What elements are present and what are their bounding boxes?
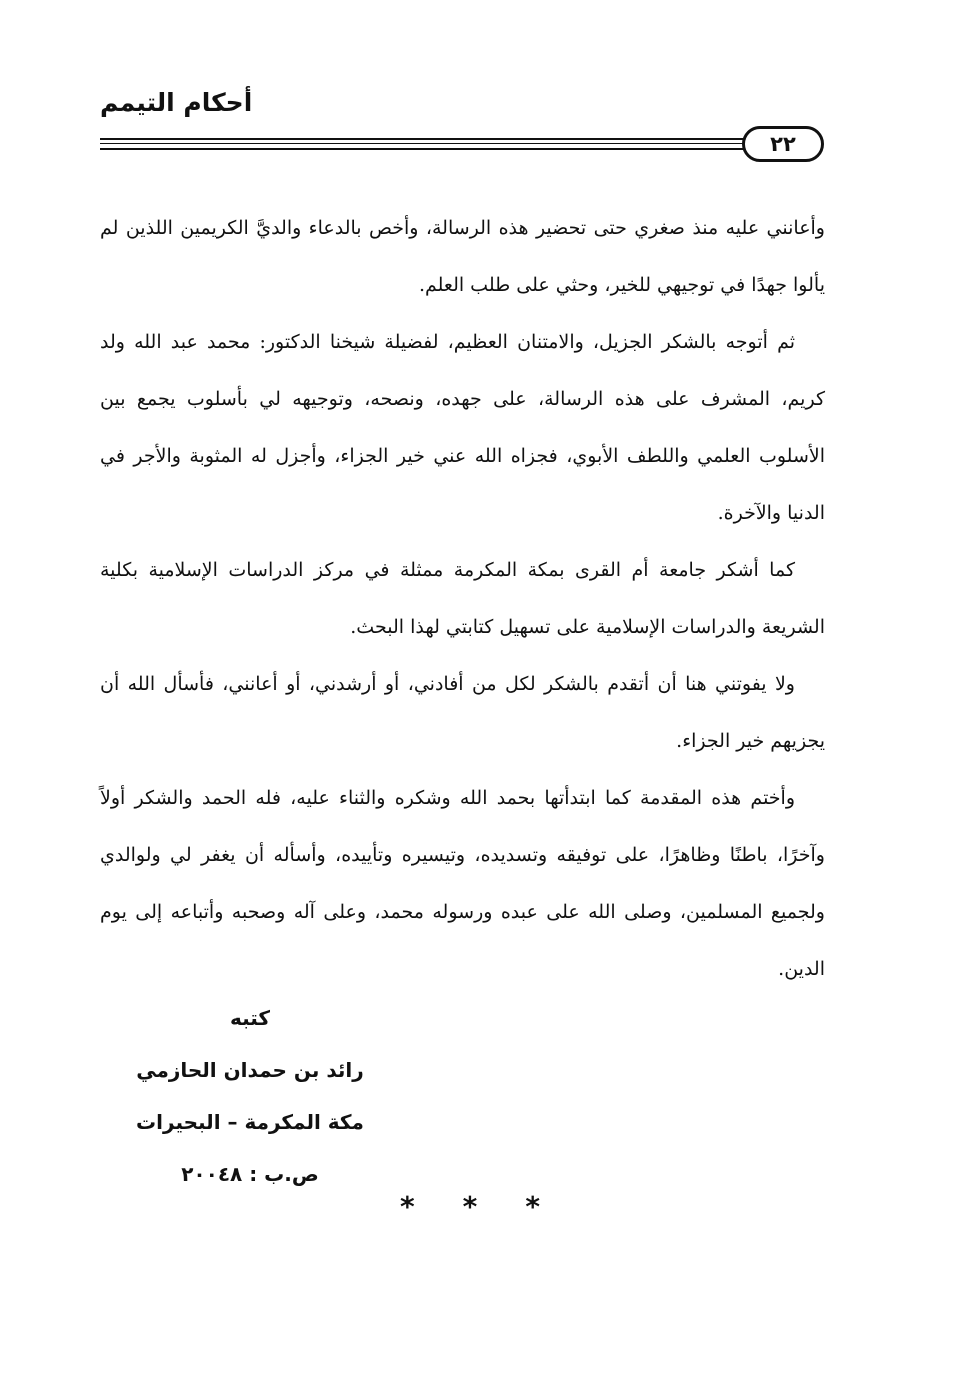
- signature-wrote: كتبه: [229, 1006, 271, 1030]
- body-text: [100, 200, 825, 998]
- paragraph-closing: وأختم هذه المقدمة كما ابتدأتها بحمد الله وشكره والثناء عليه، فله الحمد والشكر أولاً وآخرًا، باطنًا وظاهرًا، على توفيقه وتسديده، وتيسيره وتأييده، وأسأله أن يغفر لي ولوالدي ولجميع المسلمين، وصلى الله على عبده ورسوله محمد، وعلى آله وصحبه وأتباعه إلى يوم الدين.: [100, 787, 825, 980]
- paragraph-gratitude-helpers: ولا يفوتني هنا أن أتقدم بالشكر لكل من أفادني، أو أرشدني، أو أعانني، فأسأل الله أن يجزيهم خير الجزاء.: [100, 673, 825, 752]
- star-mark: *: [462, 1190, 478, 1223]
- page-number-badge: [742, 126, 824, 162]
- section-end-stars: [400, 1190, 540, 1223]
- paragraph-gratitude-university: كما أشكر جامعة أم القرى بمكة المكرمة ممثلة في مركز الدراسات الإسلامية بكلية الشريعة والدراسات الإسلامية على تسهيل كتابتي لهذا البحث.: [100, 559, 825, 638]
- header-rule-middle: [100, 143, 750, 144]
- star-mark: *: [400, 1190, 415, 1223]
- signature-place: مكة المكرمة – البحيرات: [136, 1110, 364, 1134]
- signature-po-box: ص.ب : ٢٠٠٤٨: [181, 1162, 319, 1186]
- header-rule-top: [100, 138, 750, 140]
- star-mark: *: [525, 1190, 540, 1223]
- signature-block: [100, 992, 400, 1200]
- running-header-title: أحكام التيمم: [100, 88, 253, 117]
- paragraph-gratitude-parents: وأعانني عليه منذ صغري حتى تحضير هذه الرسالة، وأخص بالدعاء والديَّ الكريمين اللذين لم يألوا جهدًا في توجيهي للخير، وحثي على طلب العلم.: [100, 217, 825, 296]
- signature-author-name: رائد بن حمدان الحازمي: [136, 1058, 364, 1082]
- header-rule-bottom: [100, 148, 750, 150]
- page-number: ٢٢: [770, 132, 796, 156]
- paragraph-gratitude-supervisor: ثم أتوجه بالشكر الجزيل، والامتنان العظيم، لفضيلة شيخنا الدكتور: محمد عبد الله ولد كريم، المشرف على هذه الرسالة، على جهده، ونصحه، وتوجيهه لي بأسلوب يجمع بين الأسلوب العلمي واللطف الأبوي، فجزاه الله عني خير الجزاء، وأجزل له المثوبة والأجر في الدنيا والآخرة.: [100, 331, 825, 524]
